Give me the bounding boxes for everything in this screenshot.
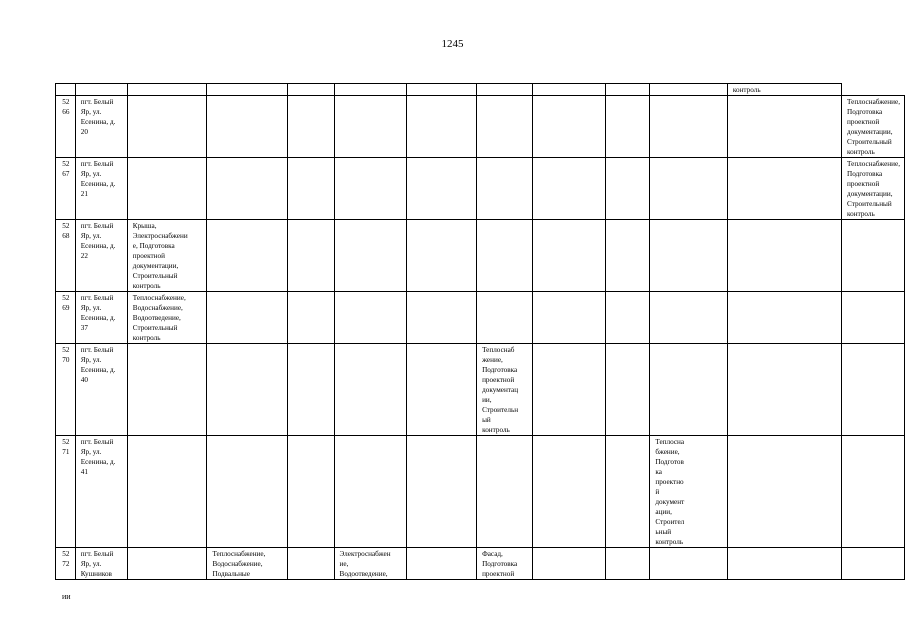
work-cell (207, 292, 287, 344)
continuation-row (56, 84, 905, 96)
work-cell (605, 220, 650, 292)
work-cell: Теплоснабжение, Подготовка проектной документации, Строительный контроль (842, 96, 905, 158)
table-row (56, 436, 905, 548)
table-row (56, 548, 905, 580)
work-cell (477, 292, 533, 344)
work-cell (727, 548, 841, 580)
work-cell (127, 344, 207, 436)
work-cell (477, 158, 533, 220)
row-number: 52 70 (56, 344, 76, 436)
address-cell: пгт. Белый Яр, ул. Кушников (75, 548, 127, 580)
work-cell (727, 220, 841, 292)
row-number: 52 72 (56, 548, 76, 580)
table-row (56, 220, 905, 292)
cell (334, 84, 407, 96)
cell (207, 84, 287, 96)
work-cell (207, 158, 287, 220)
work-cell (727, 344, 841, 436)
work-cell (334, 220, 407, 292)
work-cell: Теплосна бжение, Подготов ка проектно й документ ации, Строител ьный контроль (650, 436, 728, 548)
work-cell (727, 436, 841, 548)
work-cell (334, 96, 407, 158)
work-cell (605, 292, 650, 344)
work-cell (842, 436, 905, 548)
work-cell (287, 158, 334, 220)
address-cell: пгт. Белый Яр, ул. Есенина, д. 41 (75, 436, 127, 548)
cell (127, 84, 207, 96)
work-cell (533, 158, 605, 220)
work-cell: Теплоснабжение, Подготовка проектной документации, Строительный контроль (842, 158, 905, 220)
work-cell (605, 344, 650, 436)
address-cell: пгт. Белый Яр, ул. Есенина, д. 22 (75, 220, 127, 292)
cell (407, 84, 477, 96)
work-cell (842, 548, 905, 580)
table-row (56, 96, 905, 158)
work-cell: Теплоснаб жение, Подготовка проектной документац ии, Строительн ый контроль (477, 344, 533, 436)
work-cell (334, 436, 407, 548)
work-cell (842, 344, 905, 436)
work-cell: Теплоснабжение, Водоснабжение, Водоотведение, Строительный контроль (127, 292, 207, 344)
work-cell (477, 96, 533, 158)
work-cell (727, 158, 841, 220)
table-row (56, 158, 905, 220)
work-cell (407, 96, 477, 158)
work-cell (533, 436, 605, 548)
work-cell (533, 292, 605, 344)
address-cell: пгт. Белый Яр, ул. Есенина, д. 40 (75, 344, 127, 436)
table-row (56, 344, 905, 436)
work-cell (127, 548, 207, 580)
work-cell (287, 344, 334, 436)
table-body (56, 84, 905, 580)
work-cell (287, 548, 334, 580)
work-cell (842, 220, 905, 292)
work-cell (334, 344, 407, 436)
work-cell (407, 158, 477, 220)
work-cell (334, 158, 407, 220)
address-cell: пгт. Белый Яр, ул. Есенина, д. 20 (75, 96, 127, 158)
work-schedule-table (55, 83, 905, 580)
work-cell (207, 220, 287, 292)
work-cell (650, 220, 728, 292)
work-cell (533, 548, 605, 580)
work-cell (842, 292, 905, 344)
work-cell (650, 344, 728, 436)
work-cell (127, 96, 207, 158)
cell (605, 84, 650, 96)
work-cell (287, 292, 334, 344)
work-cell (727, 96, 841, 158)
work-cell (334, 292, 407, 344)
row-number: 52 67 (56, 158, 76, 220)
footer-note: ии (62, 592, 71, 601)
work-cell (477, 220, 533, 292)
work-cell (533, 344, 605, 436)
row-number: 52 66 (56, 96, 76, 158)
work-cell (605, 158, 650, 220)
cell (533, 84, 605, 96)
work-cell (207, 344, 287, 436)
work-cell (727, 292, 841, 344)
work-cell (127, 436, 207, 548)
row-number: 52 69 (56, 292, 76, 344)
work-cell: Электроснабжен ие, Водоотведение, (334, 548, 407, 580)
work-cell (407, 436, 477, 548)
work-cell (407, 220, 477, 292)
cell (75, 84, 127, 96)
row-number: 52 71 (56, 436, 76, 548)
work-cell (605, 548, 650, 580)
work-cell (287, 96, 334, 158)
work-cell (605, 96, 650, 158)
work-cell (407, 548, 477, 580)
work-cell (533, 96, 605, 158)
work-cell (650, 158, 728, 220)
table-row (56, 292, 905, 344)
work-cell (605, 436, 650, 548)
work-cell (287, 436, 334, 548)
work-cell (650, 548, 728, 580)
work-cell: Крыша, Электроснабжени е, Подготовка проектной документации, Строительный контроль (127, 220, 207, 292)
cell (477, 84, 533, 96)
address-cell: пгт. Белый Яр, ул. Есенина, д. 21 (75, 158, 127, 220)
work-cell (407, 292, 477, 344)
work-cell: Фасад, Подготовка проектной (477, 548, 533, 580)
work-cell (287, 220, 334, 292)
cell (287, 84, 334, 96)
cell: контроль (727, 84, 841, 96)
work-cell (407, 344, 477, 436)
work-cell (650, 96, 728, 158)
work-cell (477, 436, 533, 548)
work-cell (127, 158, 207, 220)
cell (56, 84, 76, 96)
cell (650, 84, 728, 96)
work-cell: Теплоснабжение, Водоснабжение, Подвальные (207, 548, 287, 580)
page-number: 1245 (441, 38, 464, 50)
address-cell: пгт. Белый Яр, ул. Есенина, д. 37 (75, 292, 127, 344)
work-cell (207, 436, 287, 548)
row-number: 52 68 (56, 220, 76, 292)
work-cell (533, 220, 605, 292)
work-cell (207, 96, 287, 158)
work-cell (650, 292, 728, 344)
